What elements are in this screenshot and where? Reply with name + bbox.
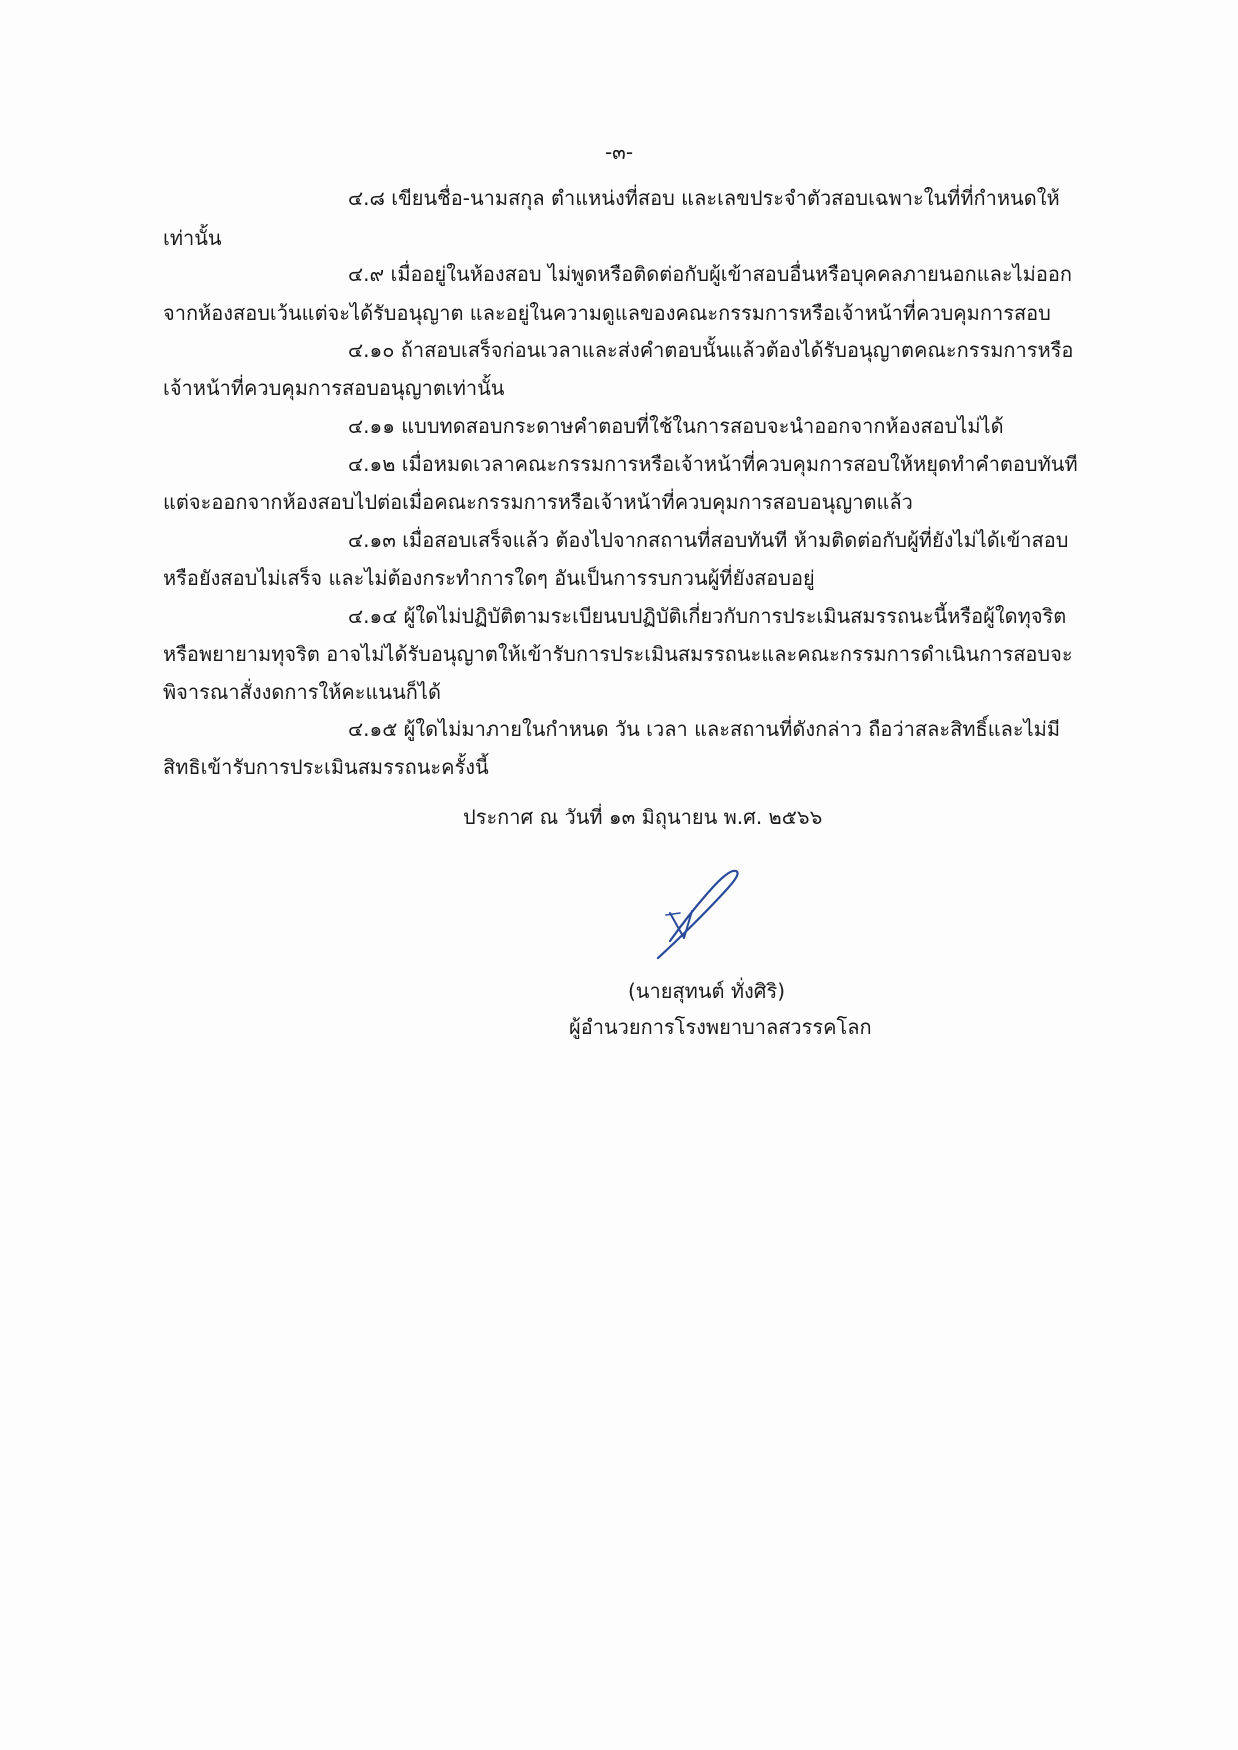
paragraph-4-8-line-1: ๔.๘ เขียนชื่อ-นามสกุล ตำแหน่งที่สอบ และเลขประจำตัวสอบเฉพาะในที่ที่กำหนดให้ <box>348 186 1060 210</box>
paragraph-4-14-line-2: หรือพยายามทุจริต อาจไม่ได้รับอนุญาตให้เข้ารับการประเมินสมรรถนะและคณะกรรมการดำเนินการสอบจะ <box>163 642 1073 666</box>
paragraph-4-12-line-2: แต่จะออกจากห้องสอบไปต่อเมื่อคณะกรรมการหรือเจ้าหน้าที่ควบคุมการสอบอนุญาตแล้ว <box>163 490 913 514</box>
paragraph-4-13-line-2: หรือยังสอบไม่เสร็จ และไม่ต้องกระทำการใดๆ อันเป็นการรบกวนผู้ที่ยังสอบอยู่ <box>163 566 815 590</box>
signer-title: ผู้อำนวยการโรงพยาบาลสวรรคโลก <box>569 1015 872 1039</box>
paragraph-4-9-line-1: ๔.๙ เมื่ออยู่ในห้องสอบ ไม่พูดหรือติดต่อกับผู้เข้าสอบอื่นหรือบุคคลภายนอกและไม่ออก <box>348 262 1072 286</box>
paragraph-4-15-line-2: สิทธิเข้ารับการประเมินสมรรถนะครั้งนี้ <box>163 755 489 779</box>
paragraph-4-10-line-2: เจ้าหน้าที่ควบคุมการสอบอนุญาตเท่านั้น <box>163 376 505 400</box>
paragraph-4-9-line-2: จากห้องสอบเว้นแต่จะได้รับอนุญาต และอยู่ในความดูแลของคณะกรรมการหรือเจ้าหน้าที่ควบคุมการสอบ <box>163 301 1051 325</box>
paragraph-4-15-line-1: ๔.๑๕ ผู้ใดไม่มาภายในกำหนด วัน เวลา และสถานที่ดังกล่าว ถือว่าสละสิทธิ์และไม่มี <box>348 717 1061 741</box>
signer-name: (นายสุทนต์ ทั่งศิริ) <box>628 979 786 1003</box>
signature-mark <box>640 863 760 963</box>
paragraph-4-14-line-1: ๔.๑๔ ผู้ใดไม่ปฏิบัติตามระเบียนบปฏิบัติเกี่ยวกับการประเมินสมรรถนะนี้หรือผู้ใดทุจริต <box>348 604 1067 628</box>
paragraph-4-8-line-2: เท่านั้น <box>163 226 222 250</box>
announcement-date: ประกาศ ณ วันที่ ๑๓ มิถุนายน พ.ศ. ๒๕๖๖ <box>463 805 823 829</box>
page-number: -๓- <box>604 140 634 164</box>
paragraph-4-13-line-1: ๔.๑๓ เมื่อสอบเสร็จแล้ว ต้องไปจากสถานที่สอบทันที ห้ามติดต่อกับผู้ที่ยังไม่ได้เข้าสอบ <box>348 528 1069 552</box>
paragraph-4-11-line-1: ๔.๑๑ แบบทดสอบกระดาษคำตอบที่ใช้ในการสอบจะนำออกจากห้องสอบไม่ได้ <box>348 414 1004 438</box>
paragraph-4-12-line-1: ๔.๑๒ เมื่อหมดเวลาคณะกรรมการหรือเจ้าหน้าที่ควบคุมการสอบให้หยุดทำคำตอบทันที <box>348 452 1078 476</box>
paragraph-4-14-line-3: พิจารณาสั่งงดการให้คะแนนก็ได้ <box>163 680 441 704</box>
paragraph-4-10-line-1: ๔.๑๐ ถ้าสอบเสร็จก่อนเวลาและส่งคำตอบนั้นแล้วต้องได้รับอนุญาตคณะกรรมการหรือ <box>348 338 1074 362</box>
